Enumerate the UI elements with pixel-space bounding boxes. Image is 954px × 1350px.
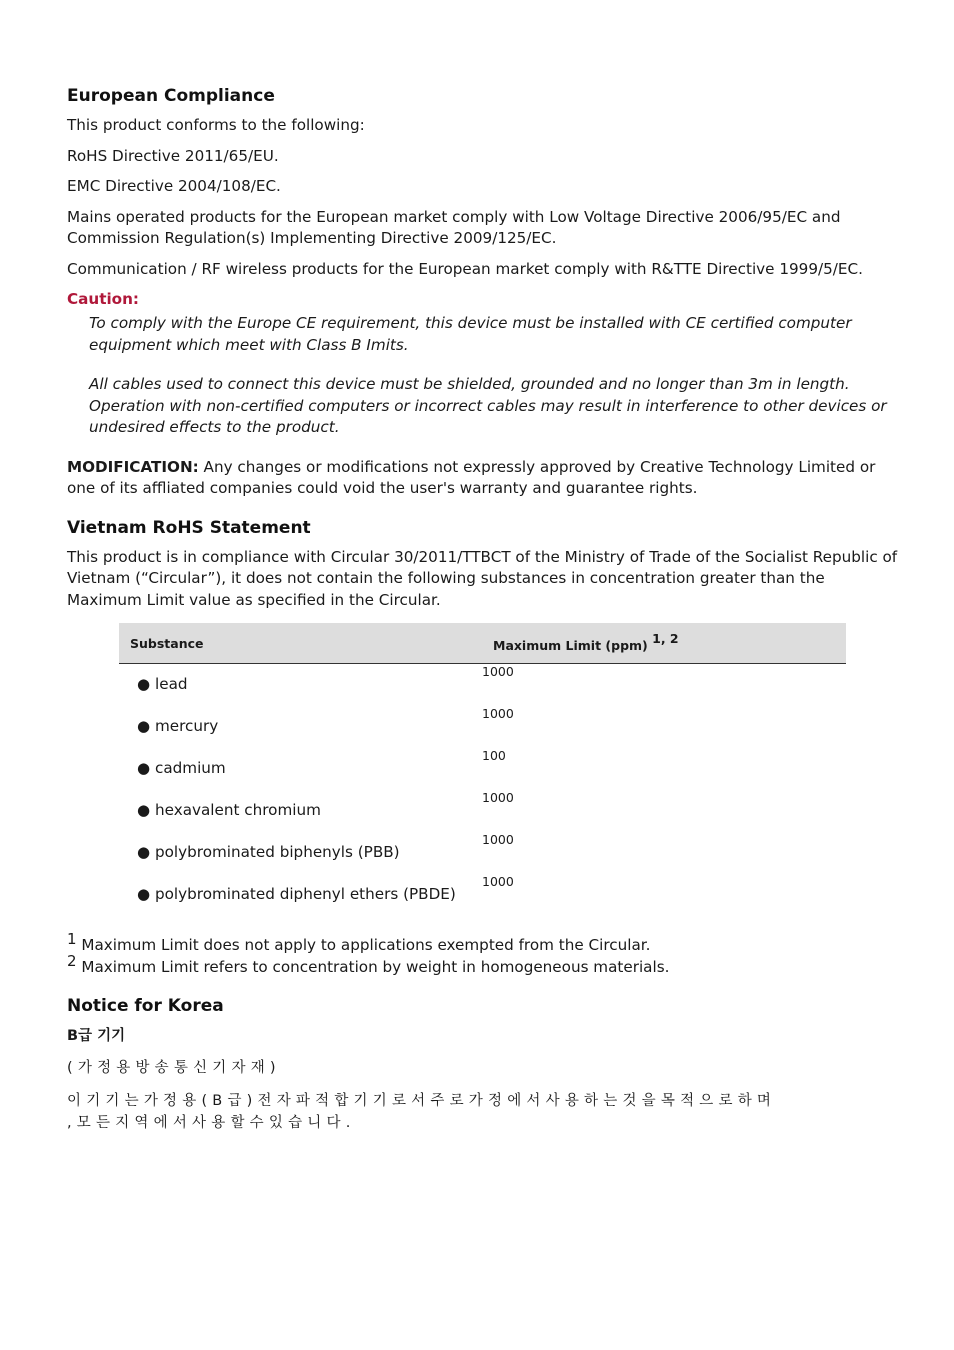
substance-name: mercury xyxy=(155,717,219,736)
substance-table xyxy=(119,623,846,916)
limit-value: 1000 xyxy=(482,706,514,722)
table-row xyxy=(119,790,846,832)
modification-text: Any changes or modifications not expressly approved by Creative Technology Limited or one of its affliated companies could void the user's warranty and guarantee rights. xyxy=(67,457,876,497)
list-item xyxy=(119,664,482,695)
table-row xyxy=(119,832,846,874)
document-page xyxy=(67,86,901,1134)
vietnam-intro: This product is in compliance with Circular 30/2011/TTBCT of the Ministry of Trade of the Socialist Republic of Vietnam (“Circular”), it does not contain the following substances in concentration greater than the Maximum Limit value as specified in the Circular. xyxy=(67,547,898,609)
caution-block xyxy=(89,313,901,439)
korea-body-line-2: ,모든지역에서사용할수있습니다. xyxy=(67,1114,356,1131)
footnote-2 xyxy=(67,952,901,978)
korea-subtitle: (가정용방송통신기자재) xyxy=(67,1059,281,1076)
list-item xyxy=(119,832,482,863)
footnote-text-1: Maximum Limit does not apply to applications exempted from the Circular. xyxy=(76,936,651,955)
limit-header-footnote-marks: 1, 2 xyxy=(652,631,679,646)
bullet-icon: ● xyxy=(137,675,151,694)
footnotes xyxy=(67,930,901,978)
table-row xyxy=(119,706,846,748)
column-header-substance: Substance xyxy=(119,623,482,664)
table-header-row xyxy=(119,623,846,664)
limit-header-label: Maximum Limit (ppm) xyxy=(493,638,648,654)
european-intro: This product conforms to the following: xyxy=(67,116,365,134)
column-header-limit xyxy=(482,623,846,664)
list-item xyxy=(119,790,482,821)
substance-name: lead xyxy=(155,675,188,694)
table-row xyxy=(119,748,846,790)
european-compliance-heading: European Compliance xyxy=(67,86,275,106)
bullet-icon: ● xyxy=(137,759,151,778)
list-item xyxy=(119,706,482,737)
limit-value: 1000 xyxy=(482,874,514,890)
list-item xyxy=(119,874,482,905)
emc-directive: EMC Directive 2004/108/EC. xyxy=(67,177,281,195)
korea-notice-heading: Notice for Korea xyxy=(67,996,224,1017)
list-item xyxy=(119,748,482,779)
modification-paragraph xyxy=(67,457,901,500)
mains-statement: Mains operated products for the European market comply with Low Voltage Directive 2006/95/EC and Commission Regulation(s) Implementing Directive 2009/125/EC. xyxy=(67,207,841,247)
modification-label: MODIFICATION: xyxy=(67,457,199,476)
caution-text-2: All cables used to connect this device must be shielded, grounded and no longer than 3m in length. Operation with non-certified computers or incorrect cables may result in interference to other devices or undesired effects to the product. xyxy=(89,375,887,436)
limit-value: 100 xyxy=(482,748,506,764)
korea-body-line-1: 이기기는가정용(B급)전자파적합기기로서주로가정에서사용하는것을목적으로하며 xyxy=(67,1092,777,1109)
substance-name: cadmium xyxy=(155,759,226,778)
rohs-directive: RoHS Directive 2011/65/EU. xyxy=(67,146,279,165)
caution-text-1: To comply with the Europe CE requirement, this device must be installed with CE certified computer equipment which meet with Class B Imits. xyxy=(89,314,852,354)
limit-value: 1000 xyxy=(482,664,514,680)
vietnam-rohs-heading: Vietnam RoHS Statement xyxy=(67,517,311,538)
footnote-mark-1: 1 xyxy=(67,930,77,949)
bullet-icon: ● xyxy=(137,885,151,904)
table-row xyxy=(119,874,846,916)
substance-name: polybrominated biphenyls (PBB) xyxy=(155,843,400,862)
bullet-icon: ● xyxy=(137,717,151,736)
bullet-icon: ● xyxy=(137,843,151,862)
footnote-text-2: Maximum Limit refers to concentration by weight in homogeneous materials. xyxy=(76,958,670,977)
substance-name: polybrominated diphenyl ethers (PBDE) xyxy=(155,885,456,904)
caution-label: Caution: xyxy=(67,290,139,308)
table-row xyxy=(119,664,846,707)
footnote-mark-2: 2 xyxy=(67,952,77,971)
limit-value: 1000 xyxy=(482,790,514,806)
rf-statement: Communication / RF wireless products for the European market comply with R&TTE Directive 1999/5/EC. xyxy=(67,259,863,278)
korea-class-label: B급 기기 xyxy=(67,1028,126,1045)
footnote-1 xyxy=(67,930,901,956)
bullet-icon: ● xyxy=(137,801,151,820)
limit-value: 1000 xyxy=(482,832,514,848)
substance-name: hexavalent chromium xyxy=(155,801,321,820)
